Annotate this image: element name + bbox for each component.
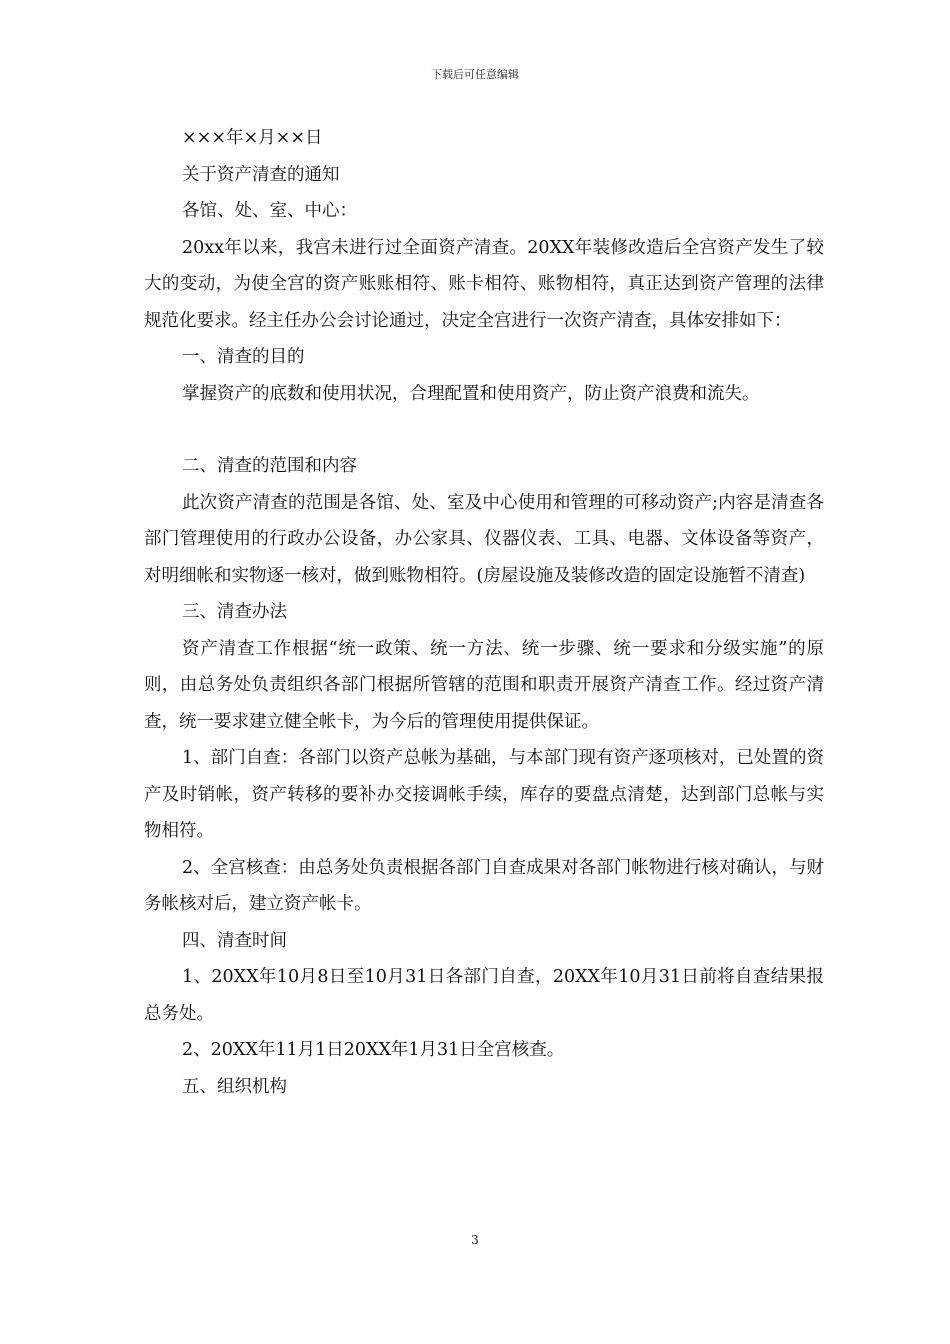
- page-header-note: 下载后可任意编辑: [431, 68, 519, 81]
- section-2-text: 此次资产清查的范围是各馆、处、室及中心使用和管理的可移动资产;内容是清查各部门管理使用的行政办公设备，办公家具、仪器仪表、工具、电器、文体设备等资产，对明细帐和实物逐一核对，做到账物相符。(房屋设施及装修改造的固定设施暂不清查): [144, 492, 824, 586]
- section-3-item-1: 1、部门自查：各部门以资产总帐为基础，与本部门现有资产逐项核对，已处置的资产及时销帐，资产转移的要补办交接调帐手续，库存的要盘点清楚，达到部门总帐与实物相符。: [144, 748, 824, 841]
- notice-title: 关于资产清查的通知: [182, 164, 340, 185]
- section-3-heading: 三、清查办法: [182, 602, 287, 622]
- blank-line: [144, 412, 824, 448]
- notice-date: ×××年×月××日: [182, 128, 323, 148]
- document-body: [144, 120, 824, 1105]
- page-number: 3: [471, 1233, 479, 1247]
- intro-paragraph: 20xx年以来，我宫未进行过全面资产清查。20XX年装修改造后全宫资产发生了较大的变动，为使全宫的资产账账相符、账卡相符、账物相符，真正达到资产管理的法律规范化要求。经主任办公会讨论通过，决定全宫进行一次资产清查，具体安排如下：: [144, 237, 824, 331]
- section-4-item-1: 1、20XX年10月8日至10月31日各部门自查，20XX年10月31日前将自查结果报总务处。: [144, 967, 824, 1024]
- section-1-heading: 一、清查的目的: [182, 347, 305, 367]
- section-3-item-2: 2、全宫核查：由总务处负责根据各部门自查成果对各部门帐物进行核对确认，与财务帐核对后，建立资产帐卡。: [144, 857, 824, 914]
- section-2-heading: 二、清查的范围和内容: [182, 456, 357, 476]
- section-4-heading: 四、清查时间: [182, 930, 287, 951]
- section-3-text: 资产清查工作根据“统一政策、统一方法、统一步骤、统一要求和分级实施”的原则，由总务处负责组织各部门根据所管辖的范围和职责开展资产清查工作。经过资产清查，统一要求建立健全帐卡，为今后的管理使用提供保证。: [144, 638, 824, 732]
- section-1-text: 掌握资产的底数和使用状况，合理配置和使用资产，防止资产浪费和流失。: [182, 383, 760, 404]
- section-5-heading: 五、组织机构: [182, 1076, 287, 1097]
- salutation: 各馆、处、室、中心：: [182, 201, 357, 221]
- section-4-item-2: 2、20XX年11月1日20XX年1月31日全宫核查。: [182, 1040, 565, 1060]
